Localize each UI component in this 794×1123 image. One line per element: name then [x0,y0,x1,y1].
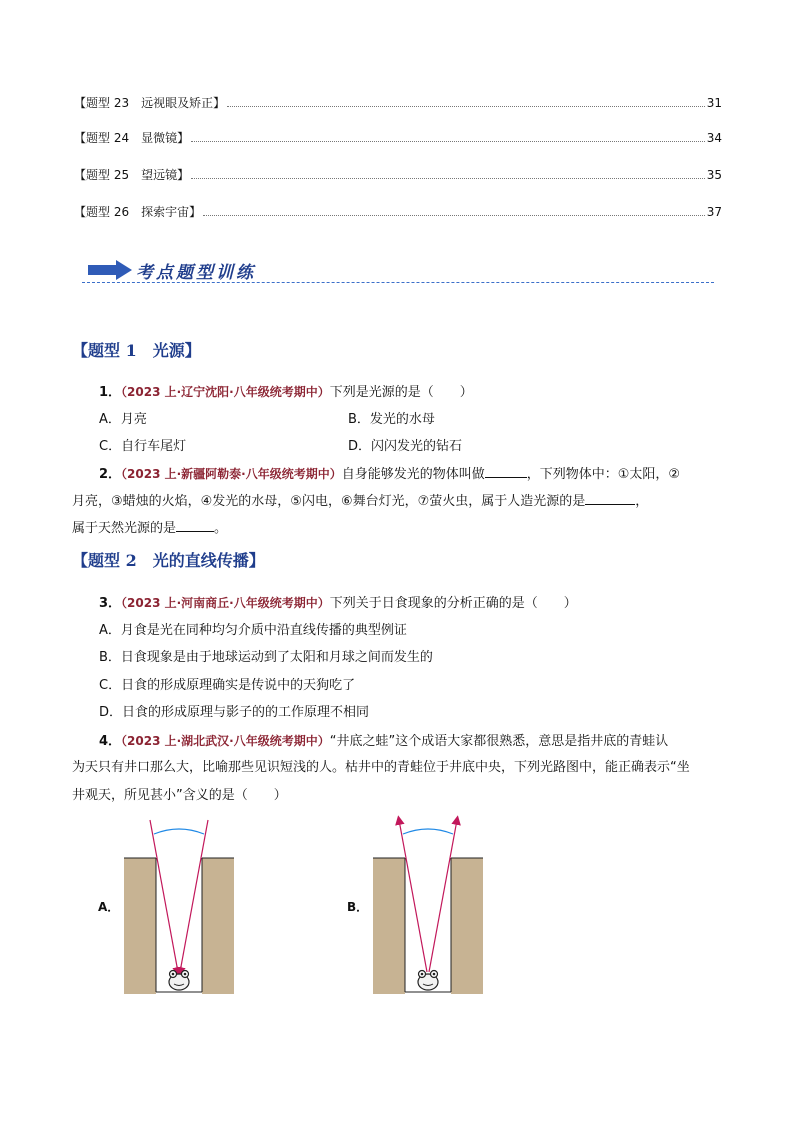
view-angle-arc [154,829,204,834]
question-4-line-3: 井观天，所见甚小”含义的是（ ） [72,788,287,803]
heading-name: 光源】 [136,341,201,360]
toc-row[interactable] [74,94,722,114]
option-a[interactable]: A．月亮 [99,412,147,427]
question-number: 2． [99,467,122,482]
question-number: 4． [99,734,122,749]
question-text: ， [635,494,649,509]
question-text: 属于天然光源的是 [72,521,177,536]
question-3-stem [99,593,577,614]
question-text: 自身能够发光的物体叫做 [341,467,485,482]
question-text: 下列是光源的是（ ） [329,385,473,400]
option-c[interactable]: C．自行车尾灯 [99,439,187,454]
figure-b-label[interactable]: B． [347,900,369,914]
option-d[interactable]: D．闪闪发光的钻石 [348,439,463,454]
question-4-line-2: 为天只有井口那么大，比喻那些见识短浅的人。枯井中的青蛙位于井底中央，下列光路图中，能正确表示“坐 [72,760,690,775]
toc-leader [191,169,705,179]
toc-row[interactable] [74,129,722,149]
arrow-right-icon [88,260,132,280]
answer-blank[interactable] [176,519,214,532]
toc-row[interactable] [74,203,722,223]
well-diagram-b[interactable] [367,812,487,998]
view-angle-arc [403,829,453,834]
heading-number: 2 [125,551,137,570]
option-a[interactable]: A．月食是光在同种均匀介质中沿直线传播的典型例证 [99,623,407,638]
question-text: 月亮，③蜡烛的火焰，④发光的水母，⑤闪电，⑥舞台灯光，⑦萤火虫，属于人造光源的是 [72,494,586,509]
question-source: （2023 上·河南商丘·八年级统考期中） [121,596,330,610]
section-heading-1 [72,338,201,361]
option-b[interactable]: B．日食现象是由于地球运动到了太阳和月球之间而发生的 [99,650,433,665]
well-wall-right [451,858,483,994]
option-b[interactable]: B．发光的水母 [348,412,435,427]
question-2-line-2 [72,492,648,512]
well-wall-left [124,858,156,994]
toc-row[interactable] [74,166,722,186]
heading-open: 【题型 [72,551,126,570]
toc-label: 【题型 24 显微镜】 [74,131,190,145]
question-4-line-1 [99,731,668,752]
toc-page: 35 [706,168,722,182]
banner-divider [82,282,714,283]
toc-label: 【题型 25 望远镜】 [74,168,190,182]
toc-page: 31 [706,96,722,110]
heading-name: 光的直线传播】 [136,551,265,570]
well-wall-right [202,858,234,994]
option-c[interactable]: C．日食的形成原理确实是传说中的天狗吃了 [99,678,356,693]
section-heading-2 [72,548,265,571]
toc-label: 【题型 26 探索宇宙】 [74,205,202,219]
question-source: （2023 上·湖北武汉·八年级统考期中） [121,734,330,748]
question-text: ，下列物体中：①太阳，② [526,467,681,482]
section-banner [82,254,714,288]
heading-open: 【题型 [72,341,126,360]
heading-number: 1 [125,341,137,360]
question-1-stem [99,382,473,403]
question-number: 1． [99,385,122,400]
banner-title: 考点题型训练 [136,263,256,283]
option-d[interactable]: D．日食的形成原理与影子的的工作原理不相同 [99,705,370,720]
question-text: 。 [214,521,228,536]
answer-blank[interactable] [585,492,635,505]
question-number: 3． [99,596,122,611]
toc-page: 34 [706,131,722,145]
question-source: （2023 上·新疆阿勒泰·八年级统考期中） [121,467,342,481]
question-text: “井底之蛙”这个成语大家都很熟悉，意思是指井底的青蛙认 [329,734,669,749]
answer-blank[interactable] [485,465,527,478]
toc-leader [203,206,705,216]
question-2-line-1 [99,464,680,485]
frog-icon [418,971,438,991]
toc-label: 【题型 23 远视眼及矫正】 [74,96,226,110]
toc-leader [191,132,705,142]
toc-leader [227,97,705,107]
question-2-line-3 [72,519,227,539]
well-diagram-a[interactable] [118,812,238,998]
figure-a-label[interactable]: A． [98,900,120,914]
frog-icon [169,971,189,991]
question-text: 下列关于日食现象的分析正确的是（ ） [329,596,577,611]
question-source: （2023 上·辽宁沈阳·八年级统考期中） [121,385,330,399]
toc-page: 37 [706,205,722,219]
well-wall-left [373,858,405,994]
